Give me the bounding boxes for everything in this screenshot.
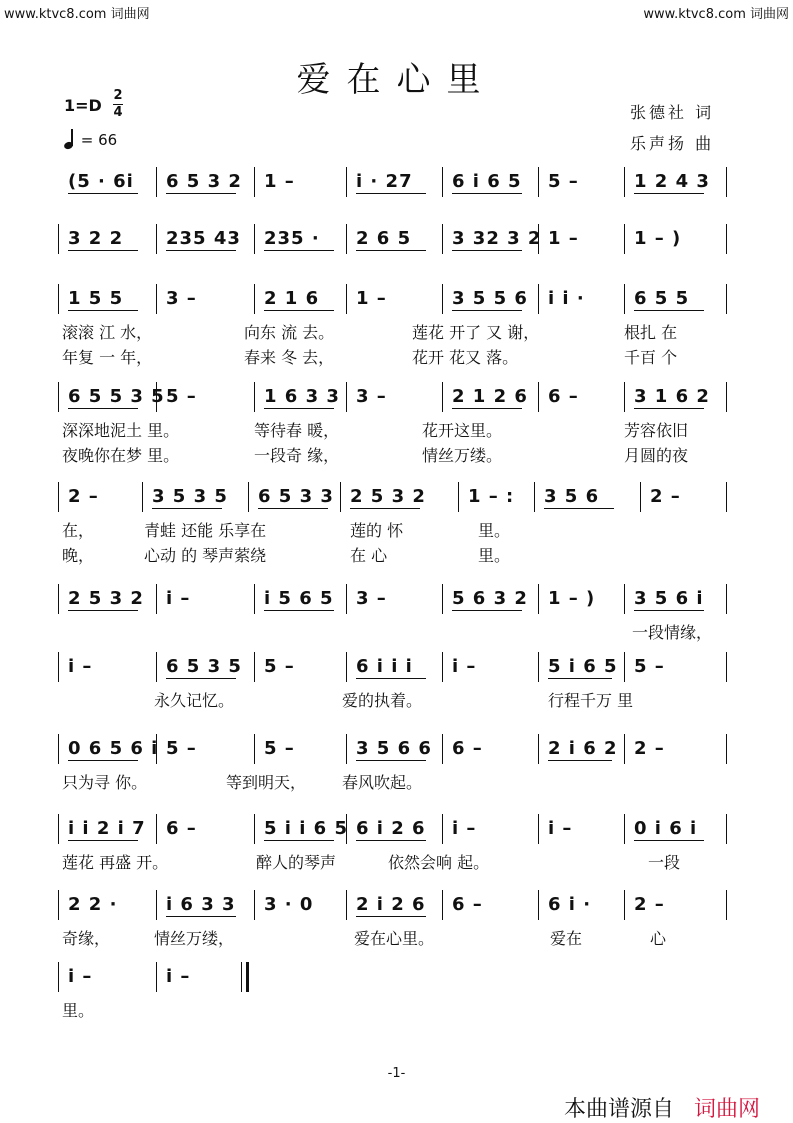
notation-row [58, 582, 730, 612]
score-system [58, 165, 730, 225]
bar-line [442, 734, 443, 764]
score-system [58, 582, 730, 642]
measure: 0 6 5 6 i [68, 738, 159, 759]
beam-line [356, 916, 426, 917]
bar-line [346, 167, 347, 197]
beam-line [544, 508, 614, 509]
measure: 6 – [548, 386, 579, 407]
beam-line [166, 250, 236, 251]
measure: 2 5 3 2 [68, 588, 144, 609]
lyric-line-2-phrase: 月圆的夜 [624, 446, 689, 465]
lyric-line-2-phrase: 年复 一 年， [62, 348, 153, 367]
score-system [58, 650, 730, 710]
measure: 2 5 3 2 [350, 486, 426, 507]
measure: 2 – [650, 486, 681, 507]
bar-line [538, 890, 539, 920]
measure: 1 – ) [548, 588, 596, 609]
beam-line [68, 250, 138, 251]
lyric-line-2-phrase: 夜晚你在梦 里。 [62, 446, 180, 465]
bar-line [442, 382, 443, 412]
measure: 5 – [264, 738, 295, 759]
measure: i i 2 i 7 [68, 818, 146, 839]
bar-line [538, 382, 539, 412]
notation-row [58, 732, 730, 762]
bar-line [58, 734, 59, 764]
bar-line [442, 167, 443, 197]
page-number: -1- [387, 1066, 406, 1081]
bar-line [58, 482, 59, 512]
bar-line [254, 167, 255, 197]
measure: i – [548, 818, 573, 839]
bar-line [726, 734, 727, 764]
bar-line [156, 584, 157, 614]
beam-line [356, 193, 426, 194]
score-system [58, 888, 730, 948]
bar-line [346, 584, 347, 614]
bar-line [58, 382, 59, 412]
measure: 1 2 4 3 [634, 171, 710, 192]
beam-line [68, 840, 138, 841]
score-system [58, 282, 730, 367]
score-system [58, 812, 730, 872]
bar-line [624, 382, 625, 412]
measure: 3 2 2 [68, 228, 124, 249]
measure: 5 – [264, 656, 295, 677]
measure: 2 1 2 6 [452, 386, 528, 407]
bar-line [58, 962, 59, 992]
lyric-line-1-phrase: 只为寻 你。 [62, 773, 148, 792]
lyric-line-1-phrase: 里。 [478, 521, 511, 540]
beam-line [152, 508, 222, 509]
notation-row [58, 960, 730, 990]
lyric-line-2-phrase: 千百 个 [624, 348, 678, 367]
bar-line [726, 482, 727, 512]
bar-line [241, 962, 242, 992]
lyric-line-1-phrase: 莲花 开了 又 谢， [412, 323, 540, 342]
measure: 2 2 · [68, 894, 118, 915]
measure: 3 – [166, 288, 197, 309]
bar-line [726, 890, 727, 920]
beam-line [166, 193, 236, 194]
measure: 0 i 6 i [634, 818, 698, 839]
measure: 2 – [634, 894, 665, 915]
bar-line [156, 890, 157, 920]
bar-line [534, 482, 535, 512]
measure: 3 · 0 [264, 894, 314, 915]
quarter-note-icon [64, 129, 76, 149]
measure: i – [166, 966, 191, 987]
beam-line [548, 760, 612, 761]
key-signature: 1=D [64, 96, 102, 115]
measure: 3 – [356, 588, 387, 609]
bar-line [624, 167, 625, 197]
time-signature-bottom: 4 [113, 105, 123, 120]
measure: 1 – : [468, 486, 515, 507]
lyric-line-1-phrase: 一段情缘， [632, 623, 713, 642]
beam-line [634, 610, 704, 611]
bar-line [726, 167, 727, 197]
lyric-line-1-phrase: 一段 [648, 853, 681, 872]
measure: (5 · 6i [68, 171, 134, 192]
bar-line [726, 382, 727, 412]
measure: i – [452, 656, 477, 677]
bar-line [254, 890, 255, 920]
bar-line [726, 224, 727, 254]
measure: 6 5 3 3 [258, 486, 334, 507]
beam-line [264, 840, 334, 841]
bar-line [156, 167, 157, 197]
measure: 5 i 6 5 [548, 656, 618, 677]
measure: 5 – [166, 738, 197, 759]
beam-line [264, 408, 334, 409]
bar-line [624, 284, 625, 314]
bar-line [442, 814, 443, 844]
measure: i – [452, 818, 477, 839]
bar-line [538, 734, 539, 764]
beam-line [356, 840, 426, 841]
watermark-left: www.ktvc8.com 词曲网 [4, 7, 150, 22]
beam-line [452, 610, 522, 611]
page-title: 爱在心里 [296, 60, 497, 100]
measure: 1 – ) [634, 228, 682, 249]
measure: 3 – [356, 386, 387, 407]
beam-line [68, 310, 138, 311]
bar-line [346, 734, 347, 764]
bar-line [624, 814, 625, 844]
bar-line [442, 284, 443, 314]
measure: 6 i 2 6 [356, 818, 426, 839]
notation-row [58, 888, 730, 918]
beam-line [264, 310, 334, 311]
lyric-line-1-phrase: 依然会响 起。 [388, 853, 490, 872]
beam-line [350, 508, 420, 509]
measure: 235 43 [166, 228, 241, 249]
lyric-line-2-phrase: 花开 花又 落。 [412, 348, 519, 367]
bar-line [442, 890, 443, 920]
bar-line [248, 482, 249, 512]
measure: 6 i 6 5 [452, 171, 522, 192]
lyric-line-1-phrase: 里。 [62, 1001, 95, 1020]
measure: 2 i 2 6 [356, 894, 426, 915]
beam-line [258, 508, 328, 509]
bar-line [442, 224, 443, 254]
bar-line [346, 890, 347, 920]
score-system [58, 480, 730, 565]
bar-line [726, 284, 727, 314]
beam-line [166, 678, 236, 679]
measure: 3 5 3 5 [152, 486, 228, 507]
measure: i 6 3 3 [166, 894, 236, 915]
tempo-value: = 66 [80, 131, 118, 149]
measure: 6 i i i [356, 656, 413, 677]
bar-line [58, 652, 59, 682]
measure: 2 i 6 2 [548, 738, 618, 759]
measure: 3 5 6 6 [356, 738, 432, 759]
lyric-line-1-phrase: 奇缘， [62, 929, 111, 948]
lyric-line-1-phrase: 情丝万缕， [154, 929, 235, 948]
lyric-line-1-phrase: 爱在心里。 [354, 929, 435, 948]
lyric-line-1-phrase: 永久记忆。 [154, 691, 235, 710]
bar-line [346, 652, 347, 682]
tempo-marking [64, 129, 117, 149]
source-note [564, 1092, 760, 1123]
lyric-line-1-phrase: 青蛙 还能 乐享在 [144, 521, 267, 540]
composer-credit: 乐声扬 曲 [630, 134, 715, 153]
lyric-line-1-phrase: 滚滚 江 水， [62, 323, 153, 342]
lyric-line-1-phrase: 行程千万 里 [548, 691, 634, 710]
bar-line [640, 482, 641, 512]
score-system [58, 960, 730, 1020]
lyric-line-1-phrase: 醉人的琴声 [256, 853, 337, 872]
lyric-line-1-phrase: 爱的执着。 [342, 691, 423, 710]
lyric-line-2-phrase: 心动 的 琴声萦绕 [144, 546, 267, 565]
bar-line [254, 584, 255, 614]
bar-line [58, 284, 59, 314]
lyric-line-1-phrase: 花开这里。 [422, 421, 503, 440]
bar-line [58, 890, 59, 920]
bar-line [254, 814, 255, 844]
lyric-line-1-phrase: 芳容依旧 [624, 421, 689, 440]
notation-row [58, 282, 730, 312]
lyric-line-1-phrase: 莲花 再盛 开。 [62, 853, 169, 872]
bar-line [58, 584, 59, 614]
bar-line [254, 224, 255, 254]
measure: i · 27 [356, 171, 413, 192]
beam-line [452, 408, 522, 409]
bar-line [624, 584, 625, 614]
beam-line [548, 678, 612, 679]
bar-line [538, 814, 539, 844]
notation-row [58, 650, 730, 680]
bar-line [254, 652, 255, 682]
lyric-line-1-phrase: 爱在 [550, 929, 583, 948]
measure: 2 – [68, 486, 99, 507]
measure: 6 – [452, 738, 483, 759]
measure: i – [166, 588, 191, 609]
bar-line [156, 652, 157, 682]
lyric-line-1-phrase: 心 [650, 929, 667, 948]
lyricist-credit: 张德社 词 [630, 103, 715, 122]
lyric-line-2-phrase: 里。 [478, 546, 511, 565]
source-note-prefix: 本曲谱源自 [564, 1097, 675, 1122]
bar-line [246, 962, 249, 992]
time-signature-top: 2 [113, 88, 123, 103]
measure: 6 5 3 5 [166, 656, 242, 677]
bar-line [442, 584, 443, 614]
lyric-line-2-phrase: 在 心 [350, 546, 388, 565]
measure: 2 1 6 [264, 288, 320, 309]
beam-line [264, 250, 334, 251]
notation-row [58, 165, 730, 195]
bar-line [726, 814, 727, 844]
bar-line [340, 482, 341, 512]
lyric-line-2-phrase: 一段奇 缘， [254, 446, 340, 465]
score-system [58, 732, 730, 792]
measure: 6 5 5 3 5 [68, 386, 165, 407]
measure: 5 – [634, 656, 665, 677]
bar-line [726, 584, 727, 614]
bar-line [58, 814, 59, 844]
measure: 2 6 5 [356, 228, 412, 249]
measure: 3 1 6 2 [634, 386, 710, 407]
beam-line [452, 310, 522, 311]
measure: 3 5 6 [544, 486, 600, 507]
beam-line [634, 193, 704, 194]
measure: 1 5 5 [68, 288, 124, 309]
measure: i – [68, 966, 93, 987]
lyric-line-1-phrase: 根扎 在 [624, 323, 678, 342]
measure: 5 6 3 2 [452, 588, 528, 609]
beam-line [356, 760, 426, 761]
measure: 1 – [548, 228, 579, 249]
bar-line [254, 734, 255, 764]
measure: 1 – [356, 288, 387, 309]
beam-line [634, 408, 704, 409]
bar-line [346, 382, 347, 412]
bar-line [442, 652, 443, 682]
measure: 5 – [548, 171, 579, 192]
lyric-line-1-phrase: 莲的 怀 [350, 521, 404, 540]
beam-line [356, 678, 426, 679]
bar-line [624, 652, 625, 682]
lyric-line-1-phrase: 等待春 暖， [254, 421, 340, 440]
bar-line [538, 652, 539, 682]
bar-line [156, 814, 157, 844]
beam-line [356, 250, 426, 251]
measure: 3 5 6 i [634, 588, 704, 609]
bar-line [346, 224, 347, 254]
measure: 1 6 3 3 [264, 386, 340, 407]
beam-line [68, 610, 138, 611]
measure: 235 · [264, 228, 320, 249]
measure: 5 – [166, 386, 197, 407]
bar-line [254, 284, 255, 314]
measure: 3 32 3 2 [452, 228, 542, 249]
bar-line [624, 734, 625, 764]
measure: i – [68, 656, 93, 677]
bar-line [254, 382, 255, 412]
notation-row [58, 380, 730, 410]
bar-line [156, 962, 157, 992]
measure: 6 – [166, 818, 197, 839]
beam-line [634, 840, 704, 841]
beam-line [264, 610, 334, 611]
bar-line [58, 224, 59, 254]
lyric-line-1-phrase: 深深地泥土 里。 [62, 421, 180, 440]
bar-line [538, 284, 539, 314]
beam-line [166, 916, 236, 917]
score-system [58, 380, 730, 465]
beam-line [68, 408, 138, 409]
beam-line [68, 193, 138, 194]
bar-line [156, 224, 157, 254]
measure: 3 5 5 6 [452, 288, 528, 309]
score-system [58, 222, 730, 282]
notation-row [58, 222, 730, 252]
notation-row [58, 480, 730, 510]
bar-line [624, 890, 625, 920]
bar-line [458, 482, 459, 512]
time-signature [113, 88, 123, 121]
lyric-line-1-phrase: 在， [62, 521, 95, 540]
beam-line [68, 760, 138, 761]
bar-line [346, 284, 347, 314]
lyric-line-1-phrase: 向东 流 去。 [244, 323, 335, 342]
measure: 1 – [264, 171, 295, 192]
lyric-line-1-phrase: 春风吹起。 [342, 773, 423, 792]
bar-line [726, 652, 727, 682]
measure: i 5 6 5 [264, 588, 334, 609]
lyric-line-1-phrase: 等到明天， [226, 773, 307, 792]
bar-line [624, 224, 625, 254]
lyric-line-2-phrase: 情丝万缕。 [422, 446, 503, 465]
measure: i i · [548, 288, 585, 309]
bar-line [156, 284, 157, 314]
measure: 6 5 5 [634, 288, 690, 309]
bar-line [538, 167, 539, 197]
bar-line [142, 482, 143, 512]
beam-line [634, 310, 704, 311]
bar-line [538, 584, 539, 614]
measure: 6 – [452, 894, 483, 915]
measure: 5 i i 6 5 [264, 818, 348, 839]
lyric-line-2-phrase: 春来 冬 去， [244, 348, 335, 367]
lyric-line-2-phrase: 晚， [62, 546, 95, 565]
beam-line [452, 250, 522, 251]
watermark-right: www.ktvc8.com 词曲网 [643, 7, 789, 22]
source-note-brand: 词曲网 [694, 1097, 761, 1122]
measure: 2 – [634, 738, 665, 759]
measure: 6 i · [548, 894, 592, 915]
measure: 6 5 3 2 [166, 171, 242, 192]
notation-row [58, 812, 730, 842]
beam-line [452, 193, 522, 194]
